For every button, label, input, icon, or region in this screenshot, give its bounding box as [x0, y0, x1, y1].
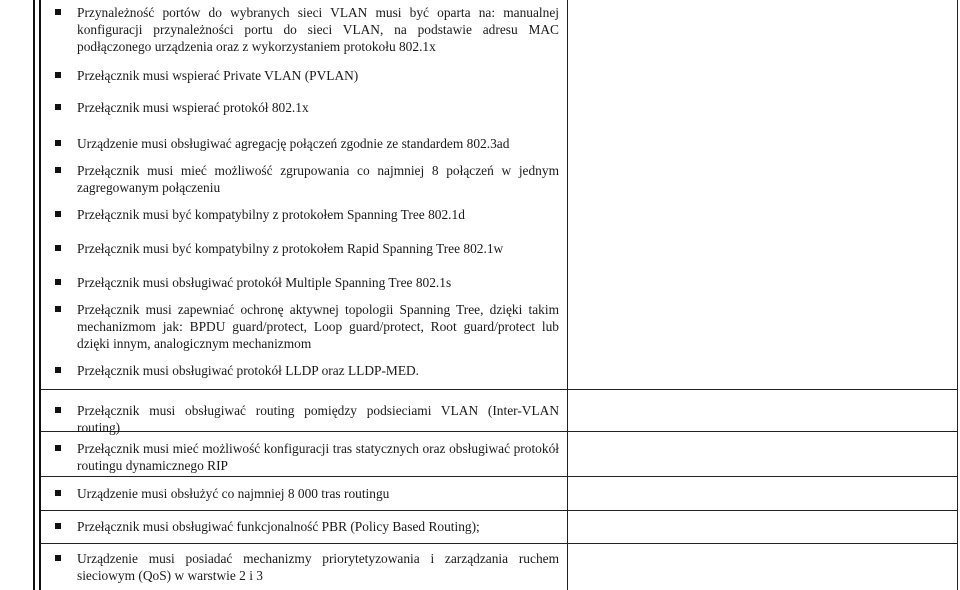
requirement-text: Urządzenie musi posiadać mechanizmy priorytetyzowania i zarządzania ruchem sieciowym (QoS) w warstwie 2 i 3: [77, 551, 559, 583]
list-item: [55, 274, 559, 291]
bullet-icon: [55, 104, 61, 110]
bullet-icon: [55, 555, 61, 561]
requirement-text: Przełącznik musi obsługiwać protokół LLDP oraz LLDP-MED.: [77, 363, 420, 378]
bullet-icon: [55, 9, 61, 15]
bullet-icon: [55, 167, 61, 173]
list-item: [55, 550, 559, 584]
bullet-icon: [55, 523, 61, 529]
list-item: [55, 135, 559, 152]
row-separator: [41, 510, 957, 511]
list-item: [55, 402, 559, 436]
list-item: [55, 99, 559, 116]
list-item: [55, 301, 559, 352]
row-separator: [41, 543, 957, 544]
list-item: [55, 67, 559, 84]
bullet-icon: [55, 245, 61, 251]
bullet-icon: [55, 306, 61, 312]
row-separator: [41, 476, 957, 477]
requirement-text: Przełącznik musi mieć możliwość konfiguracji tras statycznych oraz obsługiwać protokół routingu dynamicznego RIP: [77, 441, 559, 473]
bullet-icon: [55, 279, 61, 285]
bullet-icon: [55, 407, 61, 413]
list-item: [55, 206, 559, 223]
table-column-divider: [567, 0, 568, 590]
requirement-text: Przełącznik musi być kompatybilny z protokołem Spanning Tree 802.1d: [77, 207, 465, 222]
table-border-left-outer: [33, 0, 35, 590]
table-border-left-inner: [39, 0, 41, 590]
bullet-icon: [55, 72, 61, 78]
bullet-icon: [55, 367, 61, 373]
requirement-text: Urządzenie musi obsługiwać agregację połączeń zgodnie ze standardem 802.3ad: [77, 136, 510, 151]
list-item: [55, 162, 559, 196]
list-item: [55, 240, 559, 257]
list-item: [55, 4, 559, 55]
bullet-icon: [55, 490, 61, 496]
list-item: [55, 518, 559, 535]
requirement-text: Przełącznik musi obsługiwać funkcjonalność PBR (Policy Based Routing);: [77, 519, 480, 534]
requirement-text: Przełącznik musi zapewniać ochronę aktywnej topologii Spanning Tree, dzięki takim mechanizmom jak: BPDU guard/protect, Loop guard/protect, Root guard/protect lub dzięki innym, analogicznym mechanizmom: [77, 302, 559, 351]
bullet-icon: [55, 140, 61, 146]
bullet-icon: [55, 445, 61, 451]
list-item: [55, 440, 559, 474]
bullet-icon: [55, 211, 61, 217]
requirement-text: Przełącznik musi obsługiwać protokół Multiple Spanning Tree 802.1s: [77, 275, 452, 290]
requirement-text: Przynależność portów do wybranych sieci VLAN musi być oparta na: manualnej konfiguracji przynależności portu do sieci VLAN, na podstawie adresu MAC podłączonego urządzenia oraz z wykorzystaniem protokołu 802.1x: [77, 5, 559, 54]
requirement-text: Przełącznik musi obsługiwać routing pomiędzy podsieciami VLAN (Inter-VLAN routing): [77, 403, 559, 435]
requirement-text: Przełącznik musi wspierać protokół 802.1x: [77, 100, 309, 115]
requirement-text: Przełącznik musi być kompatybilny z protokołem Rapid Spanning Tree 802.1w: [77, 241, 504, 256]
list-item: [55, 485, 559, 502]
table-border-right: [957, 0, 958, 590]
requirement-text: Przełącznik musi mieć możliwość zgrupowania co najmniej 8 połączeń w jednym zagregowanym połączeniu: [77, 163, 559, 195]
list-item: [55, 362, 559, 379]
row-separator: [41, 389, 957, 390]
requirement-text: Przełącznik musi wspierać Private VLAN (PVLAN): [77, 68, 359, 83]
requirement-text: Urządzenie musi obsłużyć co najmniej 8 000 tras routingu: [77, 486, 390, 501]
